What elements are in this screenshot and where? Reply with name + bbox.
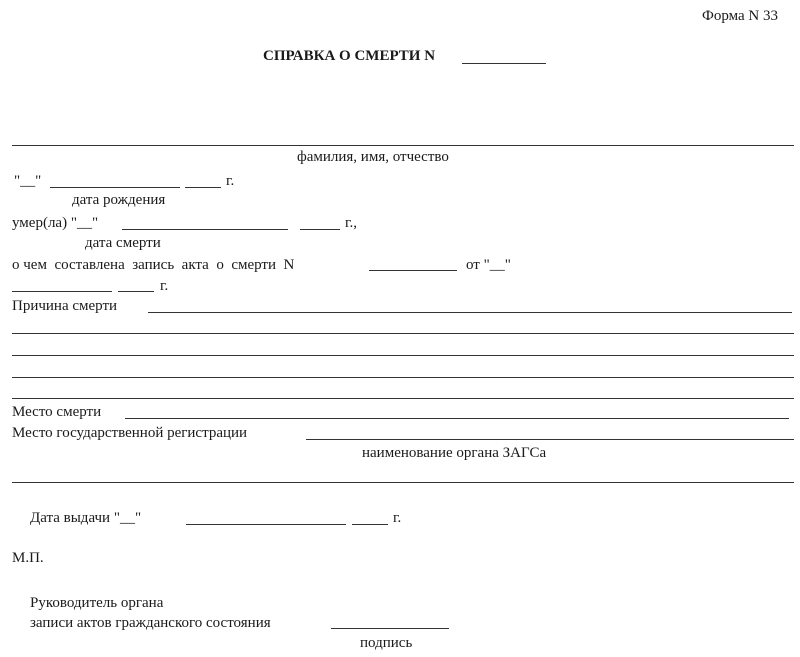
stamp-label: М.П.: [12, 550, 44, 566]
record-year-line[interactable]: [118, 291, 154, 292]
birth-year-suffix: г.: [226, 173, 235, 189]
cause-line-2[interactable]: [12, 333, 794, 334]
issue-year-line[interactable]: [352, 524, 388, 525]
birth-month-line[interactable]: [50, 187, 180, 188]
birth-date-caption: дата рождения: [72, 192, 166, 208]
cause-line-3[interactable]: [12, 355, 794, 356]
signature-caption: подпись: [360, 635, 413, 651]
cause-line-4[interactable]: [12, 377, 794, 378]
birth-year-line[interactable]: [185, 187, 221, 188]
place-line[interactable]: [125, 418, 789, 419]
record-year-suffix: г.: [160, 278, 169, 294]
place-label: Место смерти: [12, 404, 102, 420]
birth-day-quote: "__": [14, 173, 42, 189]
full-name-line[interactable]: [12, 145, 794, 146]
record-month-line[interactable]: [12, 291, 112, 292]
issue-month-line[interactable]: [186, 524, 346, 525]
cause-label: Причина смерти: [12, 298, 118, 314]
died-label: умер(ла) "__": [12, 215, 99, 231]
death-month-line[interactable]: [122, 229, 288, 230]
issue-year-suffix: г.: [393, 510, 402, 526]
death-year-suffix: г.,: [345, 215, 357, 231]
head-title-line1: Руководитель органа: [30, 595, 164, 611]
death-year-line[interactable]: [300, 229, 340, 230]
issue-date-label: Дата выдачи "__": [30, 510, 142, 526]
registration-label: Место государственной регистрации: [12, 425, 248, 441]
registration-line[interactable]: [306, 439, 794, 440]
certificate-number-line[interactable]: [462, 63, 546, 64]
registration-line-2[interactable]: [12, 482, 794, 483]
cause-line-1[interactable]: [148, 312, 792, 313]
record-number-line[interactable]: [369, 270, 457, 271]
full-name-caption: фамилия, имя, отчество: [297, 149, 449, 165]
signature-line[interactable]: [331, 628, 449, 629]
record-from-label: от "__": [466, 257, 511, 273]
registry-office-caption: наименование органа ЗАГСа: [362, 445, 547, 461]
document-title: СПРАВКА О СМЕРТИ N: [263, 48, 436, 64]
form-number: Форма N 33: [702, 8, 779, 24]
death-date-caption: дата смерти: [85, 235, 161, 251]
head-title-line2: записи актов гражданского состояния: [30, 615, 271, 631]
cause-line-5[interactable]: [12, 398, 794, 399]
record-label: о чем составлена запись акта о смерти N: [12, 257, 295, 273]
